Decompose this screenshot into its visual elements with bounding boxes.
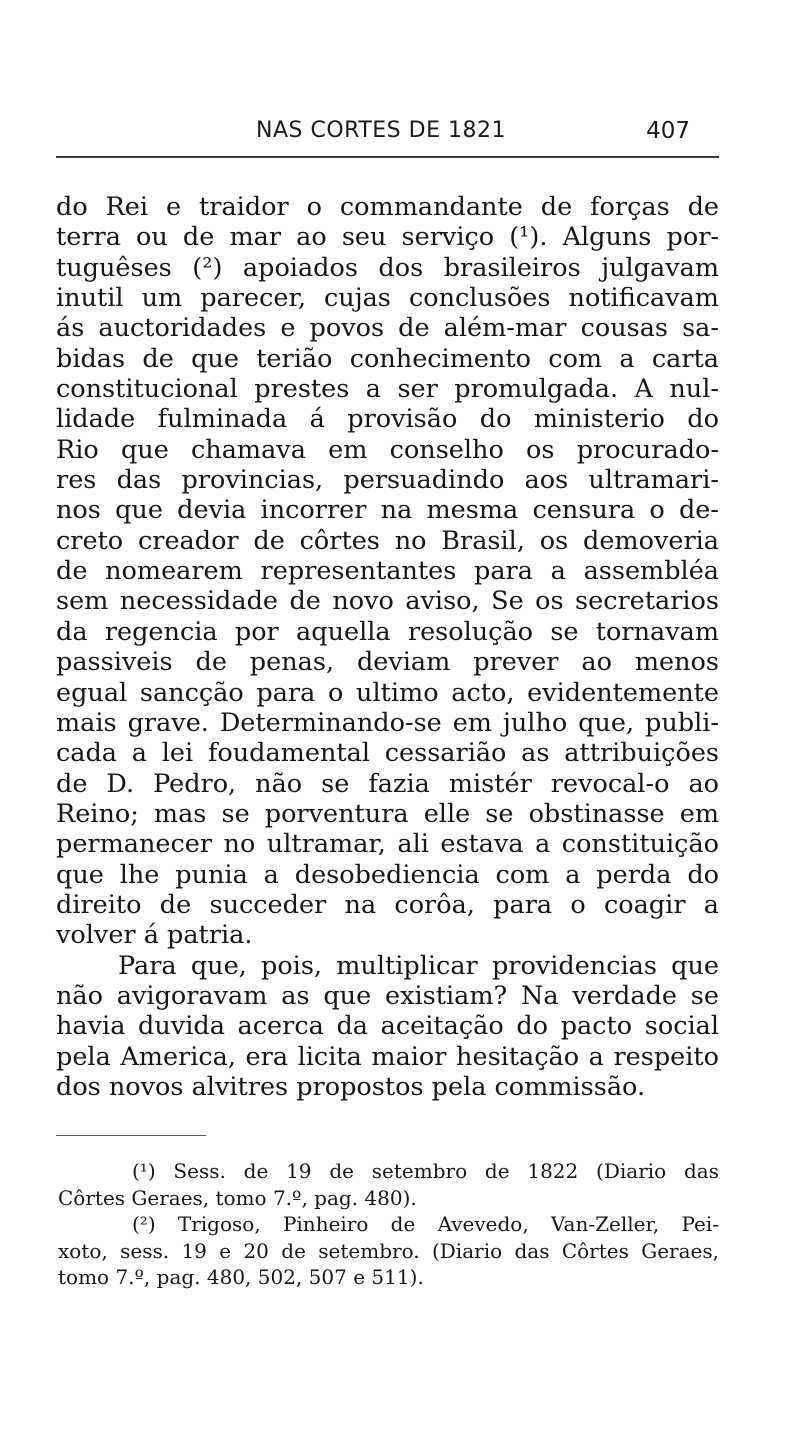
- footnotes: [58, 1158, 719, 1291]
- page-header: [56, 118, 716, 152]
- text-line: sem necessidade de novo aviso, Se os secretarios: [56, 586, 719, 617]
- body-text: [56, 192, 719, 1102]
- text-line: permanecer no ultramar, ali estava a constituição: [56, 829, 719, 860]
- footnote-line: xoto, sess. 19 e 20 de setembro. (Diario das Côrtes Geraes,: [58, 1238, 719, 1263]
- text-line: não avigoravam as que existiam? Na verdade se: [56, 980, 719, 1011]
- footnote-line: (²) Trigoso, Pinheiro de Avevedo, Van-Zeller, Pei-: [132, 1212, 719, 1236]
- text-line: Rio que chamava em conselho os procurado-: [56, 434, 719, 465]
- text-line: de nomearem representantes para a assembléa: [56, 556, 719, 587]
- text-line: res das provincias, persuadindo aos ultramari-: [56, 465, 719, 496]
- text-line: constitucional prestes a ser promulgada. A nul-: [56, 374, 719, 405]
- text-line: do Rei e traidor o commandante de forças de: [56, 192, 719, 222]
- text-line: lidade fulminada á provisão do ministerio do: [56, 404, 719, 435]
- text-line: havia duvida acerca da aceitação do pacto social: [56, 1011, 719, 1042]
- text-line: tuguêses (²) apoiados dos brasileiros julgavam: [56, 252, 719, 283]
- text-line: Reino; mas se porventura elle se obstinasse em: [56, 798, 719, 829]
- text-line: volver á patria.: [56, 920, 253, 951]
- text-line: inutil um parecer, cujas conclusões notificavam: [56, 283, 719, 314]
- text-line: direito de succeder na corôa, para o coagir a: [56, 889, 719, 920]
- text-line: ás auctoridades e povos de além-mar cousas sa-: [56, 313, 719, 344]
- text-line: mais grave. Determinando-se em julho que, publi-: [56, 707, 719, 738]
- text-line: cada a lei foudamental cessarião as attribuições: [56, 738, 719, 769]
- text-line: de D. Pedro, não se fazia mistér revocal-o ao: [56, 768, 719, 799]
- header-rule: [56, 156, 719, 158]
- text-line: da regencia por aquella resolução se tornavam: [56, 616, 719, 647]
- text-line: bidas de que terião conhecimento com a carta: [56, 343, 719, 374]
- text-line: egual sancção para o ultimo acto, evidentemente: [56, 677, 719, 708]
- footnote-line: (¹) Sess. de 19 de setembro de 1822 (Diario das: [132, 1159, 719, 1183]
- text-line: pela America, era licita maior hesitação a respeito: [56, 1041, 719, 1072]
- text-line: dos novos alvitres propostos pela commissão.: [56, 1071, 646, 1102]
- text-line: nos que devia incorrer na mesma censura o de-: [56, 495, 719, 526]
- running-title: NAS CORTES DE 1821: [256, 118, 506, 143]
- footnote-rule: [56, 1135, 206, 1136]
- page-number: 407: [646, 118, 690, 144]
- text-line: Para que, pois, multiplicar providencias que: [118, 950, 719, 981]
- text-line: passiveis de penas, deviam prever ao menos: [56, 647, 719, 678]
- footnote-line: Côrtes Geraes, tomo 7.º, pag. 480).: [58, 1185, 417, 1210]
- text-line: terra ou de mar ao seu serviço (¹). Alguns por-: [56, 222, 719, 253]
- text-line: creto creador de côrtes no Brasil, os demoveria: [56, 525, 719, 556]
- text-line: que lhe punia a desobediencia com a perda do: [56, 859, 719, 890]
- footnote-line: tomo 7.º, pag. 480, 502, 507 e 511).: [58, 1265, 424, 1289]
